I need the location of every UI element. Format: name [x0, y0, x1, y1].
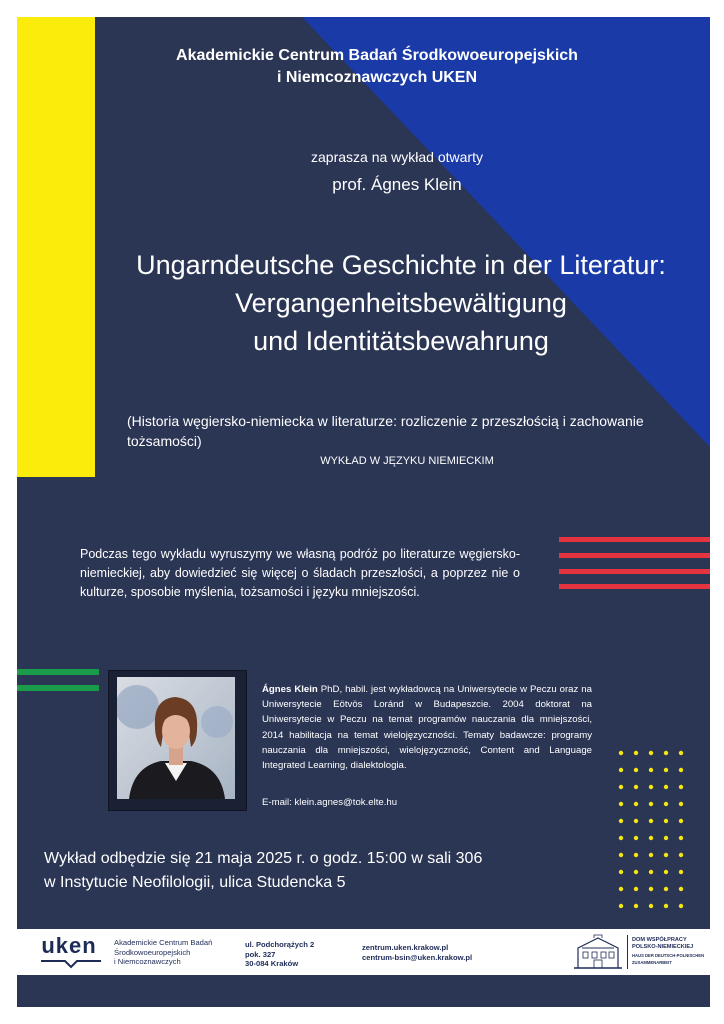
decor-dot	[634, 853, 638, 857]
decor-dot	[619, 853, 623, 857]
decor-dot	[619, 751, 623, 755]
decor-dot	[619, 819, 623, 823]
footer-address-line-2: pok. 327	[245, 949, 276, 959]
poster	[17, 17, 710, 1007]
bio-text: PhD, habil. jest wykładowcą na Uniwersytecie w Peczu oraz na Uniwersytecie Eötvös Loránd w Budapeszcie. 2004 doktorat na Uniwersytecie w Peczu na temat programów nauczania dla mniejszości, 2014 habilitacja na temat wielojęzyczności. Tematy badawcze: programy nauczania dla mniejszości, wielojęzyczność, Content and Language Integrated Learning, dialektologia.	[262, 684, 592, 772]
decor-dot	[679, 887, 683, 891]
footer-address	[245, 940, 314, 969]
decor-dot	[649, 785, 653, 789]
speaker-email[interactable]: E-mail: klein.agnes@tok.elte.hu	[262, 797, 398, 808]
lecture-subtitle: (Historia węgiersko-niemiecka w literaturze: rozliczenie z przeszłością i zachowanie tożsamości)	[127, 413, 644, 449]
red-stripe	[559, 584, 710, 589]
decor-dot	[664, 819, 668, 823]
uken-logo	[39, 933, 103, 969]
decor-dot	[664, 904, 668, 908]
speaker-name: prof. Ágnes Klein	[332, 175, 462, 194]
decor-dot	[649, 904, 653, 908]
dot-grid-decoration	[617, 749, 689, 911]
decor-dot	[634, 836, 638, 840]
decor-dot	[619, 887, 623, 891]
decor-dot	[634, 802, 638, 806]
footer-website-link[interactable]: zentrum.uken.krakow.pl	[362, 943, 449, 952]
decor-dot	[619, 768, 623, 772]
footer-org-line-2: Środkowoeuropejskich	[114, 947, 191, 957]
decor-dot	[634, 768, 638, 772]
decor-dot	[664, 870, 668, 874]
decor-dot	[679, 802, 683, 806]
decor-dot	[634, 870, 638, 874]
partner-line-1: DOM WSPÓŁPRACY	[632, 937, 687, 943]
decor-dot	[679, 785, 683, 789]
decor-dot	[619, 836, 623, 840]
footer-org-line-3: i Niemcoznawczych	[114, 957, 181, 966]
partner-building-icon	[572, 934, 624, 970]
bio-name: Ágnes Klein	[262, 684, 318, 695]
decor-dot	[679, 751, 683, 755]
green-stripe	[17, 685, 99, 691]
footer-address-line-1: ul. Podchorążych 2	[245, 940, 315, 949]
decor-dot	[649, 768, 653, 772]
decor-dot	[649, 802, 653, 806]
partner-logo-divider	[627, 935, 628, 969]
red-stripe	[559, 537, 710, 542]
decor-dot	[664, 768, 668, 772]
decor-dot	[634, 785, 638, 789]
decor-dot	[619, 870, 623, 874]
language-note: WYKŁAD W JĘZYKU NIEMIECKIM	[320, 455, 494, 467]
footer-org-line-1: Akademickie Centrum Badań	[114, 938, 213, 947]
yellow-bar-decoration	[17, 17, 95, 477]
decor-dot	[679, 768, 683, 772]
decor-dot	[634, 819, 638, 823]
event-details	[44, 847, 564, 895]
decor-dot	[664, 785, 668, 789]
decor-dot	[679, 819, 683, 823]
footer-contact	[362, 943, 472, 962]
decor-dot	[634, 887, 638, 891]
decor-dot	[619, 785, 623, 789]
decor-dot	[664, 887, 668, 891]
decor-dot	[649, 819, 653, 823]
partner-line-3: HAUS DER DEUTSCH-POLNISCHEN	[632, 952, 705, 958]
organizer-line-2: i Niemcoznawczych UKEN	[276, 69, 478, 86]
event-date-line: Wykład odbędzie się 21 maja 2025 r. o godz. 15:00 w sali 306	[44, 850, 483, 867]
red-stripe	[559, 553, 710, 558]
decor-dot	[619, 802, 623, 806]
footer-address-line-3: 30-084 Kraków	[245, 959, 299, 968]
partner-line-2: POLSKO-NIEMIECKIEJ	[632, 944, 694, 951]
footer	[17, 929, 710, 975]
decor-dot	[619, 904, 623, 908]
organizer-name	[137, 45, 617, 89]
decor-dot	[649, 887, 653, 891]
partner-line-4: ZUSAMMENARBEIT	[632, 960, 672, 966]
lecture-description: Podczas tego wykładu wyruszymy we własną podróż po literaturze węgiersko-niemieckiej, aby dowiedzieć się więcej o śladach przeszłości, a poprzez nie o kulturze, sposobie myślenia, tożsamości i języku mniejszości.	[80, 547, 520, 599]
decor-dot	[649, 853, 653, 857]
decor-dot	[664, 836, 668, 840]
decor-dot	[649, 870, 653, 874]
decor-dot	[634, 904, 638, 908]
decor-dot	[649, 836, 653, 840]
decor-dot	[664, 853, 668, 857]
green-stripe	[17, 669, 99, 675]
title-line-1: Ungarndeutsche Geschichte in der Literatur:	[136, 250, 666, 280]
decor-dot	[664, 802, 668, 806]
uken-logo-text: uken	[41, 933, 97, 958]
decor-dot	[679, 853, 683, 857]
title-line-2: Vergangenheitsbewältigung	[235, 288, 567, 318]
invite-text: zaprasza na wykład otwarty	[311, 149, 483, 165]
speaker-photo	[117, 677, 235, 799]
decor-dot	[664, 751, 668, 755]
decor-dot	[679, 904, 683, 908]
partner-name	[632, 937, 704, 967]
lecture-title	[97, 246, 705, 360]
uken-logo-underline	[39, 959, 103, 969]
footer-email-link[interactable]: centrum-bsin@uken.krakow.pl	[362, 952, 473, 962]
event-location-line: w Instytucie Neofilologii, ulica Studencka 5	[44, 874, 346, 891]
footer-organizer	[114, 938, 212, 967]
decor-dot	[634, 751, 638, 755]
decor-dot	[679, 870, 683, 874]
title-line-3: und Identitätsbewahrung	[253, 326, 549, 356]
decor-dot	[679, 836, 683, 840]
red-stripe	[559, 569, 710, 574]
speaker-bio	[262, 682, 592, 773]
organizer-line-1: Akademickie Centrum Badań Środkowoeuropejskich	[176, 47, 578, 64]
decor-dot	[649, 751, 653, 755]
